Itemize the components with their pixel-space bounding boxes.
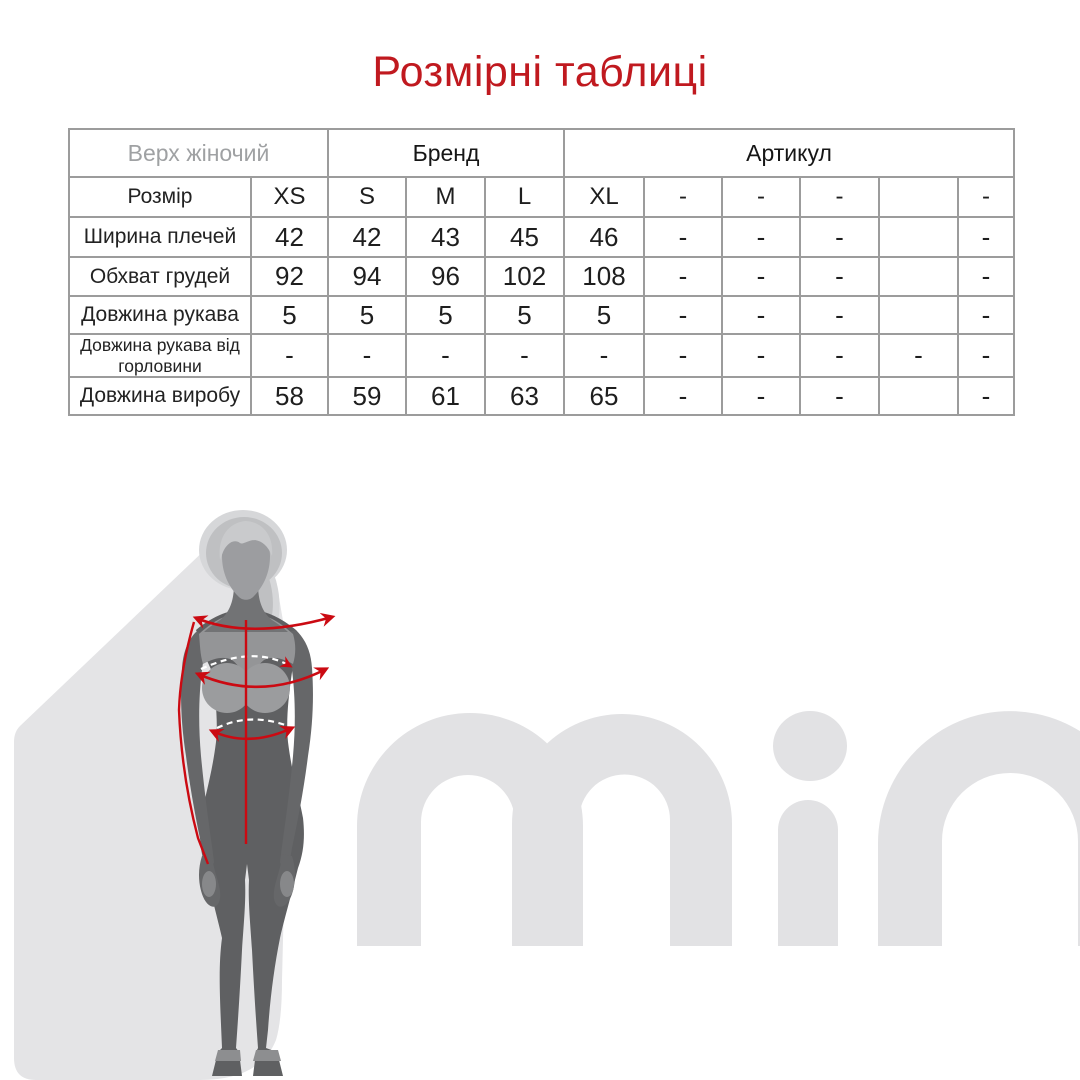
page-title: Розмірні таблиці [372,48,708,96]
table-cell: 58 [251,377,328,415]
table-cell: L [485,177,564,217]
table-cell: XL [564,177,644,217]
table-cell [879,177,958,217]
table-cell: - [644,217,722,257]
table-row [69,217,1014,257]
table-cell: 42 [251,217,328,257]
table-cell: 96 [406,257,485,296]
table-cell [879,296,958,334]
table-cell: - [800,334,879,377]
right-breast [240,663,290,713]
table-cell: - [644,334,722,377]
table-cell: - [722,334,800,377]
left-foot-top [215,1050,241,1061]
article-header-cell: Артикул [564,129,1014,177]
watermark-letter-i-dot [773,711,847,781]
table-cell: 5 [251,296,328,334]
table-cell: - [722,177,800,217]
table-cell: - [722,377,800,415]
table-cell: - [958,377,1014,415]
table-cell: - [251,334,328,377]
table-cell: 45 [485,217,564,257]
table-row [69,296,1014,334]
size-table [68,128,1015,416]
table-cell: - [722,296,800,334]
right-foot-top [253,1050,281,1061]
row-label: Ширина плечей [69,217,251,257]
row-label: Довжина рукава [69,296,251,334]
table-cell: - [644,257,722,296]
table-cell: - [879,334,958,377]
table-cell: - [644,177,722,217]
table-cell: - [958,257,1014,296]
table-cell: 5 [485,296,564,334]
table-cell: - [644,296,722,334]
table-cell: - [958,334,1014,377]
table-cell [879,257,958,296]
table-cell: 108 [564,257,644,296]
table-cell: - [800,177,879,217]
table-cell: 65 [564,377,644,415]
watermark-letter-n [878,711,1080,946]
table-cell: 46 [564,217,644,257]
table-cell: 5 [564,296,644,334]
table-row [69,257,1014,296]
table-cell: 63 [485,377,564,415]
table-cell: - [958,177,1014,217]
brand-header-cell: Бренд [328,129,564,177]
table-cell: 5 [328,296,406,334]
table-cell: - [328,334,406,377]
table-cell: M [406,177,485,217]
table-cell: - [722,257,800,296]
table-cell: 94 [328,257,406,296]
right-palm-highlight [280,871,294,897]
table-cell: 61 [406,377,485,415]
table-cell: S [328,177,406,217]
table-cell: - [800,217,879,257]
size-row [69,177,1014,217]
table-cell: 59 [328,377,406,415]
table-cell: 5 [406,296,485,334]
table-cell: - [958,217,1014,257]
table-cell: 92 [251,257,328,296]
row-label: Розмір [69,177,251,217]
group-header-cell: Верх жіночий [69,129,328,177]
watermark-min [357,711,1080,946]
watermark-letter-m2 [512,714,732,946]
table-cell: - [485,334,564,377]
table-cell: - [406,334,485,377]
table-cell [879,217,958,257]
table-header-row [69,129,1014,177]
table-cell: 43 [406,217,485,257]
table-cell: 102 [485,257,564,296]
table-cell: - [800,296,879,334]
table-cell [879,377,958,415]
table-cell: - [800,377,879,415]
table-cell: - [644,377,722,415]
row-label: Довжина виробу [69,377,251,415]
table-row [69,334,1014,377]
table-cell: 42 [328,217,406,257]
watermark-letter-i-stem [778,800,838,946]
table-cell: XS [251,177,328,217]
table-cell: - [564,334,644,377]
table-cell: - [800,257,879,296]
table-cell: - [958,296,1014,334]
table-cell: - [722,217,800,257]
left-palm-highlight [202,871,216,897]
table-row [69,377,1014,415]
row-label: Обхват грудей [69,257,251,296]
row-label: Довжина рукава від горловини [69,334,251,377]
